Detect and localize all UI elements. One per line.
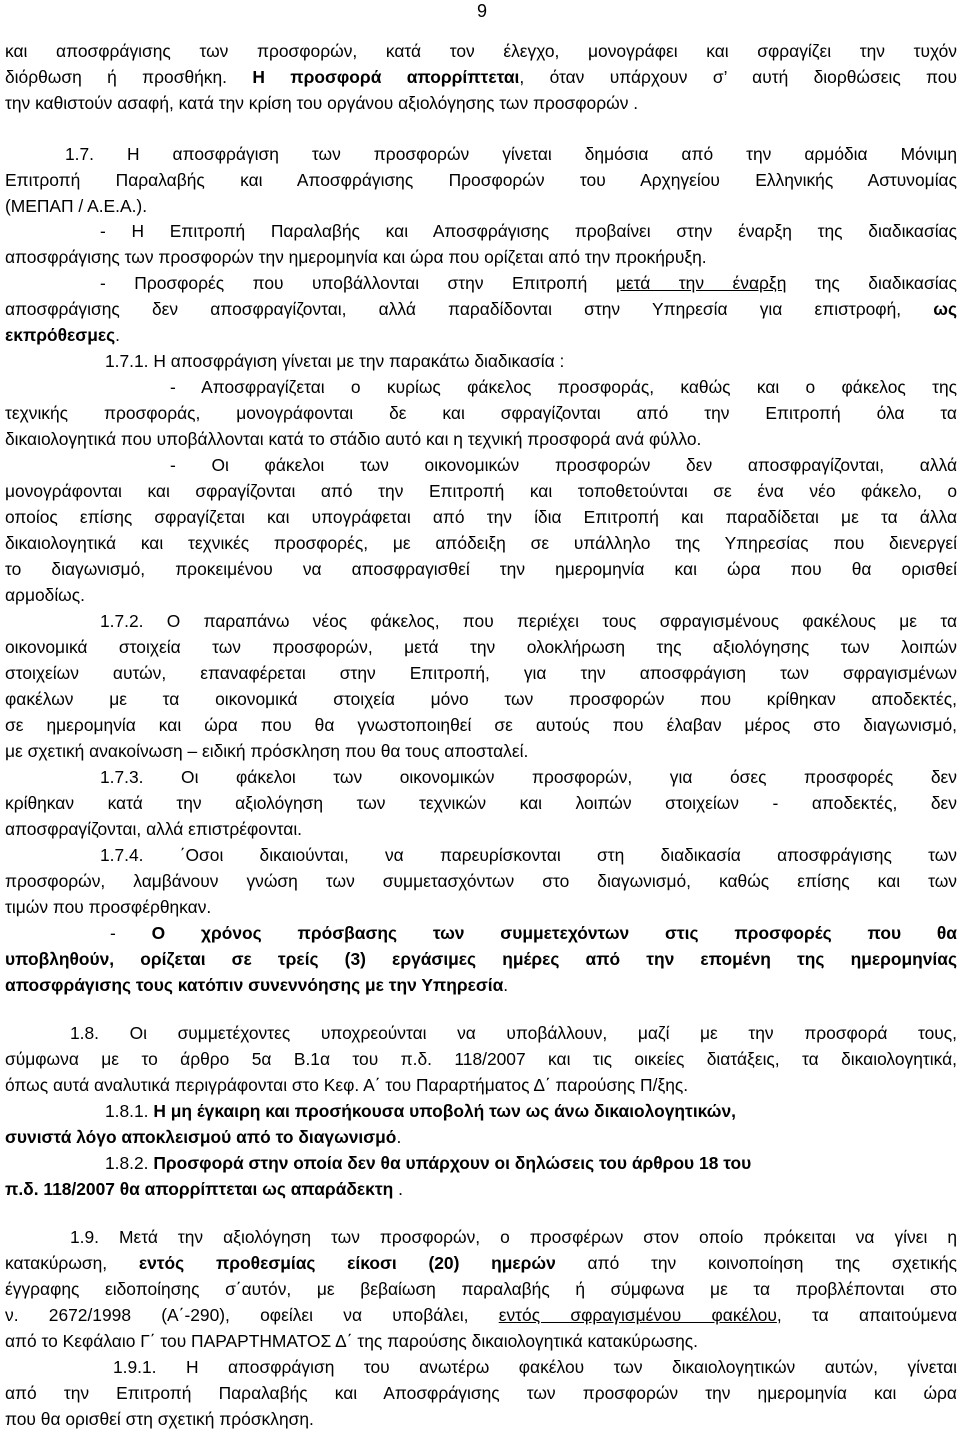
bold-text: Προσφορά στην οποία δεν θα υπάρχουν οι δηλώσεις του άρθρου 18 του [153, 1153, 752, 1173]
text-run: τεχνικής προσφοράς, μονογράφονται δε και σφραγίζονται από την Επιτροπή όλα τα [5, 403, 957, 423]
text-run: ν. 2672/1998 (Α΄-290), οφείλει να υποβάλει, [5, 1305, 499, 1325]
bold-text: συνιστά λόγο αποκλεισμού από το διαγωνισμό [5, 1127, 397, 1147]
text-run: σε ημερομηνία και ώρα που θα γνωστοποιηθεί σε αυτούς που έλαβαν μέρος στο διαγωνισμό, [5, 715, 957, 735]
text-line [5, 920, 957, 946]
text-run: Επιτροπή Παραλαβής και Αποσφράγισης Προσφορών του Αρχηγείου Ελληνικής Αστυνομίας [5, 170, 957, 190]
text-run: . [393, 1179, 403, 1199]
text-run: της διαδικασίας [786, 273, 957, 293]
text-run: και αποσφράγισης των προσφορών, κατά τον έλεγχο, μονογράφει και σφραγίζει την τυχόν [5, 41, 957, 61]
text-line [5, 1380, 957, 1406]
text-line [5, 608, 957, 634]
text-line [5, 842, 957, 868]
text-run: 1.7.3. Οι φάκελοι των οικονομικών προσφορών, για όσες προσφορές δεν [100, 767, 957, 787]
text-line [5, 556, 957, 582]
text-line [5, 348, 957, 374]
bold-text: αποσφράγισης τους κατόπιν συνεννόησης με την Υπηρεσία [5, 975, 504, 995]
page-number: 9 [476, 1, 487, 21]
text-run: . [503, 975, 509, 995]
text-run: κρίθηκαν κατά την αξιολόγηση των τεχνικών και λοιπών στοιχείων - αποδεκτές, δεν [5, 793, 957, 813]
text-run: αρμοδίως. [5, 585, 85, 605]
text-run: σύμφωνα με το άρθρο 5α Β.1α του π.δ. 118/2007 και τις οικείες διατάξεις, τα δικαιολογητικά, [5, 1049, 957, 1069]
text-run: 1.9.1. Η αποσφράγιση του ανωτέρω φακέλου των δικαιολογητικών αυτών, γίνεται [113, 1357, 957, 1377]
text-line [5, 504, 957, 530]
bold-text: Ο χρόνος πρόσβασης των συμμετεχόντων στις προσφορές που θα [151, 923, 957, 943]
text-run: (ΜΕΠΑΠ / Α.Ε.Α.). [5, 196, 148, 216]
text-run: δικαιολογητικά και τεχνικές προσφορές, με απόδειξη σε υπάλληλο της Υπηρεσίας που διενεργεί [5, 533, 957, 553]
text-run: - Αποσφραγίζεται ο κυρίως φάκελος προσφοράς, καθώς και ο φάκελος της [170, 377, 957, 397]
text-line [5, 764, 957, 790]
text-line [5, 1328, 957, 1354]
text-line [5, 1276, 957, 1302]
text-run: από την Επιτροπή Παραλαβής και Αποσφράγισης των προσφορών την ημερομηνία και ώρα [5, 1383, 957, 1403]
text-line [5, 1150, 957, 1176]
text-run: αποσφραγίζονται, αλλά επιστρέφονται. [5, 819, 303, 839]
text-line [5, 1046, 957, 1072]
text-run: στοιχείων αυτών, επαναφέρεται στην Επιτροπή, για την αποσφράγιση των σφραγισμένων [5, 663, 957, 683]
text-line [5, 1124, 957, 1150]
text-line [5, 244, 957, 270]
text-run: μονογράφονται και σφραγίζονται από την Επιτροπή και τοποθετούνται σε ένα νέο φάκελο, ο [5, 481, 957, 501]
text-line [5, 790, 957, 816]
text-line [5, 1020, 957, 1046]
text-line [5, 1250, 957, 1276]
text-run: φακέλων με τα οικονομικά στοιχεία μόνο των προσφορών που κρίθηκαν αποδεκτές, [5, 689, 957, 709]
text-line [5, 712, 957, 738]
text-line [5, 38, 957, 64]
text-line [5, 972, 957, 998]
text-line [5, 1224, 957, 1250]
text-run: όπως αυτά αναλυτικά περιγράφονται στο Κεφ. Α΄ του Παραρτήματος Δ΄ παρούσης Π/ξης. [5, 1075, 689, 1095]
text-line [5, 686, 957, 712]
text-line [5, 374, 957, 400]
text-run: - Οι φάκελοι των οικονομικών προσφορών δεν αποσφραγίζονται, αλλά [170, 455, 957, 475]
bold-text: π.δ. 118/2007 θα απορρίπτεται ως απαράδεκτη [5, 1179, 394, 1199]
text-run: , τα απαιτούμενα [776, 1305, 957, 1325]
text-run: 1.8. Οι συμμετέχοντες υποχρεούνται να υποβάλλουν, μαζί με την προσφορά τους, [70, 1023, 957, 1043]
text-run: οποίος επίσης σφραγίζεται και υπογράφεται από την ίδια Επιτροπή και παραδίδεται με τα άλλα [5, 507, 957, 527]
text-line [5, 426, 957, 452]
text-run: 1.8.1. [105, 1101, 154, 1121]
text-line [5, 738, 957, 764]
text-line [5, 1176, 957, 1202]
text-line [5, 296, 957, 322]
text-run: από το Κεφάλαιο Γ΄ του ΠΑΡΑΡΤΗΜΑΤΟΣ Δ΄ της παρούσης δικαιολογητικά κατακύρωσης. [5, 1331, 699, 1351]
text-run: 1.9. Μετά την αξιολόγηση των προσφορών, ο προσφέρων στον οποίο πρόκειται να γίνει η [70, 1227, 957, 1247]
text-line [5, 1098, 957, 1124]
text-run: - [110, 923, 152, 943]
text-run: - Η Επιτροπή Παραλαβής και Αποσφράγισης προβαίνει στην έναρξη της διαδικασίας [100, 221, 957, 241]
text-line [5, 90, 957, 116]
text-run: αποσφράγισης των προσφορών την ημερομηνία και ώρα που ορίζεται από την προκήρυξη. [5, 247, 707, 267]
text-run: με σχετική ανακοίνωση – ειδική πρόσκληση που θα τους αποσταλεί. [5, 741, 529, 761]
text-line [5, 478, 957, 504]
text-line [5, 660, 957, 686]
text-line [5, 270, 957, 296]
text-line [5, 452, 957, 478]
text-line [5, 894, 957, 920]
text-line [5, 167, 957, 193]
text-run: . [115, 325, 120, 345]
text-run: 1.7.4. ΄Οσοι δικαιούνται, να παρευρίσκονται στη διαδικασία αποσφράγισης των [100, 845, 957, 865]
text-run: . [396, 1127, 402, 1147]
text-line [5, 322, 957, 348]
text-line [5, 64, 957, 90]
bold-text: εντός προθεσμίας είκοσι (20) ημερών [138, 1253, 556, 1273]
text-run: , όταν υπάρχουν σ’ αυτή διορθώσεις που [519, 67, 957, 87]
bold-text: εκπρόθεσμες [5, 325, 116, 345]
text-line [5, 868, 957, 894]
text-line [5, 634, 957, 660]
text-run: 1.7.1. Η αποσφράγιση γίνεται με την παρακάτω διαδικασία : [105, 351, 565, 371]
bold-text: Η προσφορά απορρίπτεται [252, 67, 520, 87]
text-line [5, 1354, 957, 1380]
bold-text: υποβληθούν, ορίζεται σε τρείς (3) εργάσιμες ημέρες από την επομένη της ημερομηνίας [5, 949, 957, 969]
text-line [5, 218, 957, 244]
text-run: προσφορών, λαμβάνουν γνώση των συμμετασχόντων στο διαγωνισμό, καθώς επίσης και των [5, 871, 957, 891]
text-line [5, 141, 957, 167]
text-line [5, 1406, 957, 1432]
text-line [5, 816, 957, 842]
text-run: 1.8.2. [105, 1153, 154, 1173]
underlined-text: εντός σφραγισμένου φακέλου [498, 1305, 777, 1325]
text-run: αποσφράγισης δεν αποσφραγίζονται, αλλά παραδίδονται στην Υπηρεσία για επιστροφή, [5, 299, 934, 319]
text-line [5, 193, 957, 219]
text-run: το διαγωνισμό, προκειμένου να αποσφραγισθεί την ημερομηνία και ώρα που θα ορισθεί [5, 559, 957, 579]
text-run: 1.7. Η αποσφράγιση των προσφορών γίνεται δημόσια από την αρμόδια Μόνιμη [65, 144, 957, 164]
text-run: δικαιολογητικά που υποβάλλονται κατά το στάδιο αυτό και η τεχνική προσφορά ανά φύλλο. [5, 429, 702, 449]
text-line [5, 582, 957, 608]
text-run: κατακύρωση, [5, 1253, 139, 1273]
underlined-text: μετά την έναρξη [615, 273, 787, 293]
text-line [5, 1072, 957, 1098]
text-line [5, 530, 957, 556]
text-run: τιμών που προσφέρθηκαν. [5, 897, 212, 917]
text-line [5, 946, 957, 972]
text-line [5, 1302, 957, 1328]
text-run: οικονομικά στοιχεία των προσφορών, μετά την ολοκλήρωση της αξιολόγησης των λοιπών [5, 637, 957, 657]
text-line [5, 400, 957, 426]
text-run: - Προσφορές που υποβάλλονται στην Επιτροπή [100, 273, 616, 293]
bold-text: Η μη έγκαιρη και προσήκουσα υποβολή των ως άνω δικαιολογητικών, [153, 1101, 736, 1121]
text-run: που θα ορισθεί στη σχετική πρόσκληση. [5, 1409, 314, 1429]
bold-text: ως [933, 299, 957, 319]
text-run: διόρθωση ή προσθήκη. [5, 67, 253, 87]
text-run: από την κοινοποίηση της σχετικής [555, 1253, 957, 1273]
text-run: την καθιστούν ασαφή, κατά την κρίση του οργάνου αξιολόγησης των προσφορών . [5, 93, 639, 113]
text-run: έγγραφης ειδοποίησης σ΄αυτόν, με βεβαίωση παραλαβής ή σύμφωνα με τα προβλέπονται στο [5, 1279, 957, 1299]
text-run: 1.7.2. Ο παραπάνω νέος φάκελος, που περιέχει τους σφραγισμένους φακέλους με τα [100, 611, 957, 631]
